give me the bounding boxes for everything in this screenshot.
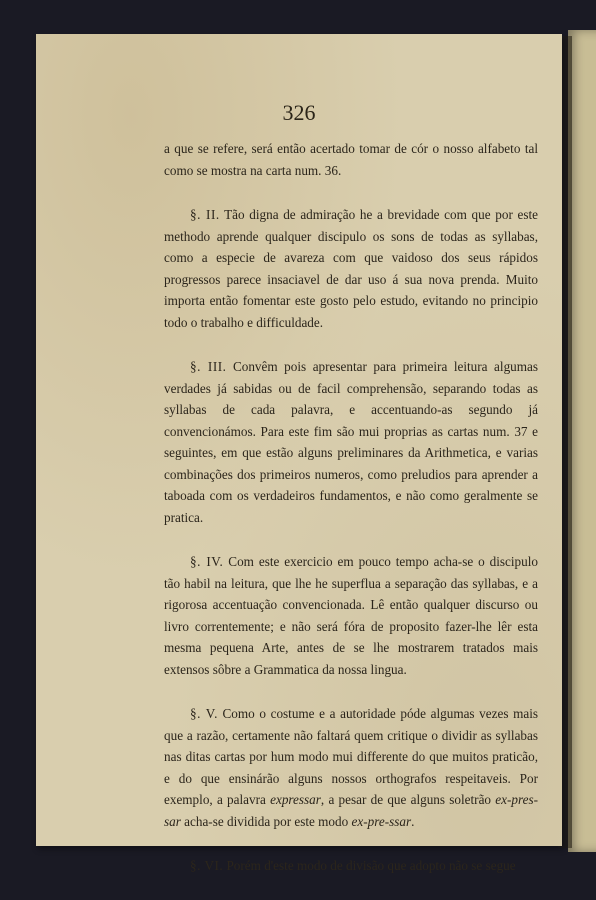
facing-page-edge [568, 30, 596, 852]
paragraph-section-5 [164, 703, 538, 832]
paragraph-text: Como o costume e a autoridade póde algumas vezes mais que a razão, certamente não faltará quem critique o dividir as syllabas nas ditas cartas por hum modo mui differente do que muitos praticão, e do que ensinárão alguns nossos orthografos respeitaveis. Por exemplo, a palavra [164, 706, 538, 807]
section-number: §. III. [190, 359, 227, 374]
section-number: §. V. [190, 706, 218, 721]
paragraph-text: . [411, 813, 415, 829]
section-number: §. II. [190, 207, 220, 222]
paragraph-section-3 [164, 356, 538, 528]
paragraph-text: , a pesar de que alguns soletrão [320, 792, 496, 807]
italic-word: ex-pres-sar [164, 792, 538, 829]
italic-word: ex-pre-ssar [351, 813, 412, 829]
paragraph-text: Com este exercicio em pouco tempo acha-se o discipulo tão habil na leitura, que lhe he superflua a separação das syllabas, e a rigorosa accentuação convencionada. Lê então qualquer discurso ou livro correntemente; e não será fóra de proposito fazer-lhe lêr esta mesma pequena Arte, antes de se lhe mostrarem tratados mais extensos sôbre a Grammatica da nossa lingua. [164, 554, 539, 677]
italic-word: expressar [270, 792, 321, 807]
paragraph-continuation [164, 138, 538, 181]
page-number: 326 [282, 100, 316, 125]
page-text [164, 138, 538, 900]
paragraph-text: acha-se dividida por este modo [180, 813, 352, 829]
paragraph-section-2 [164, 204, 538, 333]
paragraph-text: Porém d'este modo de divisão que adopto não se segue [226, 858, 516, 873]
paragraph-text: a que se refere, será então acertado tomar de cór o nosso alfabeto tal como se mostra na carta num. 36. [164, 141, 538, 178]
paragraph-section-4 [164, 551, 538, 680]
paragraph-section-6 [164, 855, 538, 877]
section-number: §. VI. [190, 858, 224, 873]
paragraph-text: Tão digna de admiração he a brevidade com que por este methodo aprende qualquer discipulo os sons de todas as syllabas, como a especie de avareza com que vaidoso dos seus rápidos progressos parece insaciavel de dar uso á sua nova prenda. Muito importa então fomentar este gosto pelo estudo, evitando no principio todo o trabalho e difficuldade. [164, 207, 538, 330]
section-number: §. IV. [190, 554, 224, 569]
paragraph-text: Convêm pois apresentar para primeira leitura algumas verdades já sabidas ou de facil comprehensão, separando todas as syllabas de cada palavra, e accentuando-as segundo já convencionámos. Para este fim são mui proprias as cartas num. 37 e seguintes, em que estão alguns preliminares da Arithmetica, e varias combinações dos primeiros numeros, como preludios para aprender a taboada com os verdadeiros fundamentos, e não como geralmente se pratica. [164, 359, 539, 525]
